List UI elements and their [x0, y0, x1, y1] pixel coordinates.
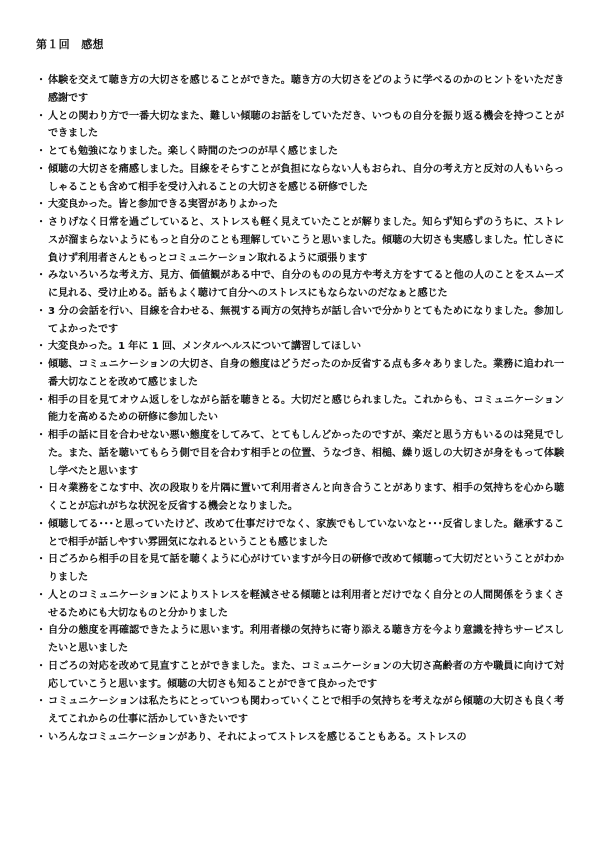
bullet-mark: ・: [36, 75, 46, 86]
comment-text: 日々業務をこなす中、次の段取りを片隅に置いて利用者さんと向き合うことがあります、相手の気持ちを心から聴くことが忘れがちな状況を反省する機会となりました。: [48, 483, 564, 512]
comment-item: [36, 587, 564, 623]
comment-item: [36, 622, 564, 658]
comment-list: [36, 72, 564, 747]
bullet-mark: ・: [36, 518, 46, 530]
bullet-mark: ・: [36, 696, 46, 708]
comment-text: 傾聴の大切さを痛感しました。目線をそらすことが負担にならない人もおられ、自分の考え方と反対の人もいらっしゃることも含めて相手を受け入れることの大切さを感じる研修でした: [48, 163, 564, 193]
comment-text: 日ごろから相手の目を見て話を聴くように心がけていますが今日の研修で改めて傾聴って大切だということがわかりました: [48, 554, 564, 583]
bullet-mark: ・: [36, 554, 46, 566]
bullet-mark: ・: [36, 199, 46, 211]
bullet-mark: ・: [36, 341, 46, 353]
bullet-mark: ・: [36, 660, 46, 672]
comment-item: [36, 196, 564, 214]
comment-text: 傾聴してる･･･と思っていたけど、改めて仕事だけでなく、家族でもしていないなと･･･反省しました。継承することで相手が話しやすい雰囲気になれるということも感じました: [48, 518, 564, 548]
comment-item: [36, 356, 564, 392]
comment-item: [36, 214, 564, 267]
comment-item: [36, 729, 564, 747]
comment-item: [36, 161, 564, 197]
comment-text: 人とのコミュニケーションによりストレスを軽減させる傾聴とは利用者とだけでなく自分との人間関係をうまくさせるためにも大切なものと分かりました: [48, 589, 564, 619]
comment-item: [36, 108, 564, 144]
comment-text: 人との関わり方で一番大切なまた、難しい傾聴のお話をしていただき、いつもの自分を振り返る機会を持つことができました: [48, 110, 564, 140]
comment-item: [36, 267, 564, 303]
comment-text: みないろいろな考え方、見方、価値観がある中で、自分のものの見方や考え方をすてると他の人のことをスムーズに見れる、受け止める。話もよく聴けて自分へのストレスにもならないのだなぁと感じた: [48, 270, 564, 299]
bullet-mark: ・: [36, 394, 46, 406]
comment-text: さりげなく日常を過ごしていると、ストレスも軽く見えていたことが解りました。知らず知らずのうちに、ストレスが溜まらないようにもっと自分のことも理解していこうと思いました。傾聴の大切さも実感しました。忙しさに負けず利用者さんともっとコミュニケーション取れるように頑張ります: [48, 217, 564, 264]
comment-item: [36, 693, 564, 729]
comment-text: いろんなコミュニケーションがあり、それによってストレスを感じることもある。ストレスの: [48, 731, 467, 743]
comment-text: 大変良かった。皆と参加できる実習がありよかった: [48, 199, 278, 211]
comment-text: 大変良かった。1 年に 1 回、メンタルヘルスについて講習してほしい: [48, 341, 361, 353]
bullet-mark: ・: [36, 146, 46, 157]
comment-item: [36, 551, 564, 587]
comment-item: [36, 143, 564, 161]
bullet-mark: ・: [36, 430, 46, 441]
comment-text: 体験を交えて聴き方の大切さを感じることができた。聴き方の大切さをどのように学べるのかのヒントをいただき感謝です: [48, 75, 564, 104]
bullet-mark: ・: [36, 589, 46, 601]
bullet-mark: ・: [36, 359, 46, 370]
comment-text: 相手の目を見てオウム返しをしながら話を聴きとる。大切だと感じられました。これからも、コミュニケーション能力を高めるための研修に参加したい: [48, 394, 564, 424]
bullet-mark: ・: [36, 731, 46, 743]
comment-text: 自分の態度を再確認できたように思います。利用者様の気持ちに寄り添える聴き方を今より意識を持ちサービスしたいと思いました: [48, 625, 564, 654]
comment-item: [36, 480, 564, 516]
comment-item: [36, 427, 564, 480]
comment-item: [36, 658, 564, 694]
comment-text: 3 分の会話を行い、目線を合わせる、無視する両方の気持ちが話し合いで分かりとてもためになりました。参加してよかったです: [48, 305, 564, 335]
bullet-mark: ・: [36, 270, 46, 282]
comment-text: 相手の話に目を合わせない悪い態度をしてみて、とてもしんどかったのですが、楽だと思う方もいるのは発見でした。また、話を聴いてもらう側で目を合わす相手との位置、うなづき、相槌、繰り返しの大切さが身をもって体験し学べたと思います: [48, 430, 564, 477]
page-title: 第１回 感想: [36, 38, 104, 51]
bullet-mark: ・: [36, 110, 46, 122]
comment-text: 日ごろの対応を改めて見直すことができました。また、コミュニケーションの大切さ高齢者の方や職員に向けて対応していこうと思います。傾聴の大切さも知ることができて良かったです: [48, 660, 564, 690]
comment-text: とても勉強になりました。楽しく時間のたつのが早く感じました: [48, 146, 338, 157]
comment-item: [36, 338, 564, 356]
bullet-mark: ・: [36, 163, 46, 175]
bullet-mark: ・: [36, 305, 46, 317]
comment-item: [36, 516, 564, 552]
comment-item: [36, 392, 564, 428]
comment-text: コミュニケーションは私たちにとっていつも関わっていくことで相手の気持ちを考えながら傾聴の大切さも良く考えてこれからの仕事に活かしていきたいです: [48, 696, 564, 725]
bullet-mark: ・: [36, 625, 46, 637]
comment-item: [36, 72, 564, 108]
comment-item: [36, 303, 564, 339]
comment-text: 傾聴、コミュニケーションの大切さ、自身の態度はどうだったのか反省する点も多々ありました。業務に追われ一番大切なことを改めて感じました: [48, 359, 564, 388]
bullet-mark: ・: [36, 483, 46, 495]
bullet-mark: ・: [36, 217, 46, 228]
